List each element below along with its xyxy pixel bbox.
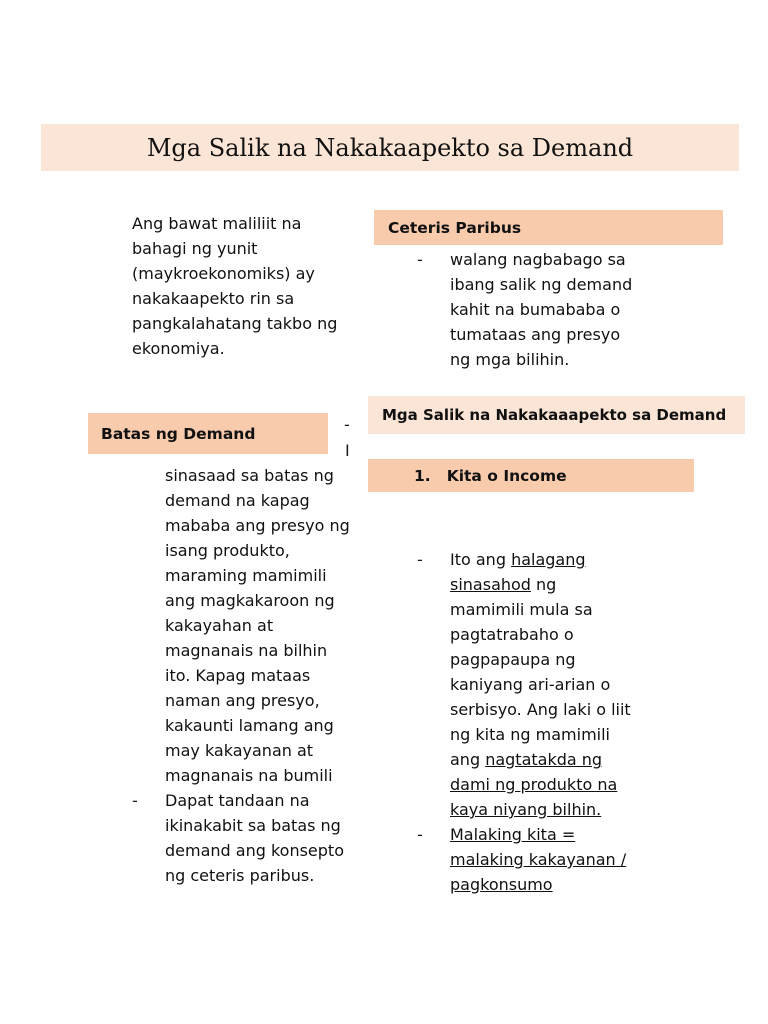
kita-b2-underlined: pagkonsumo <box>450 875 553 894</box>
kita-b1-line: pagpapaupa ng <box>450 650 576 669</box>
intro-paragraph <box>132 211 352 361</box>
kita-b1-underlined: halagang <box>511 550 586 569</box>
kita-b1-line: kaniyang ari-arian o <box>450 675 611 694</box>
ceteris-paragraph <box>450 247 680 372</box>
ceteris-line: walang nagbabago sa <box>450 250 626 269</box>
kita-bullet-marker-2: - <box>417 825 423 844</box>
intro-line: bahagi ng yunit <box>132 239 258 258</box>
kita-b1-line <box>450 547 680 572</box>
kita-b1-underlined: sinasahod <box>450 575 531 594</box>
kita-bullet-marker-1: - <box>417 550 423 569</box>
intro-line: ekonomiya. <box>132 339 225 358</box>
batas-line: kakaunti lamang ang <box>165 716 334 735</box>
batas-bullet-line: ng ceteris paribus. <box>165 866 315 885</box>
batas-ng-demand-header <box>88 413 328 454</box>
kita-b1-text: Ito ang <box>450 550 512 569</box>
kita-b1-line: pagtatrabaho o <box>450 625 574 644</box>
kita-header <box>368 459 694 492</box>
batas-line: magnanais na bumili <box>165 766 333 785</box>
batas-paragraph <box>165 463 365 788</box>
batas-line: demand na kapag <box>165 491 310 510</box>
batas-bullet-line: ikinakabit sa batas ng <box>165 816 341 835</box>
batas-line: mababa ang presyo ng <box>165 516 350 535</box>
batas-bullet-paragraph <box>165 788 365 888</box>
kita-b1-text: ang <box>450 750 486 769</box>
batas-line: naman ang presyo, <box>165 691 320 710</box>
kita-bullet-2-paragraph <box>450 822 680 897</box>
salik-header <box>368 396 745 434</box>
ceteris-line: kahit na bumababa o <box>450 300 621 319</box>
kita-bullet-1-paragraph <box>450 547 680 822</box>
batas-side-mark-bar: I <box>345 441 350 460</box>
kita-b1-line: serbisyo. Ang laki o liit <box>450 700 631 719</box>
kita-b2-underlined: malaking kakayanan / <box>450 850 627 869</box>
title-band <box>41 124 739 171</box>
batas-bullet-line: demand ang konsepto <box>165 841 344 860</box>
batas-ng-demand-header-label: Batas ng Demand <box>101 424 256 443</box>
ceteris-paribus-header <box>374 210 723 245</box>
batas-line: ang magkakaroon ng <box>165 591 335 610</box>
ceteris-line: tumataas ang presyo <box>450 325 621 344</box>
kita-b1-underlined: nagtatakda ng <box>485 750 603 769</box>
kita-b1-line <box>450 797 680 822</box>
ceteris-line: ng mga bilihin. <box>450 350 570 369</box>
ceteris-bullet-marker: - <box>417 250 423 269</box>
kita-b1-underlined: kaya niyang bilhin. <box>450 800 602 819</box>
batas-line: magnanais na bilhin <box>165 641 328 660</box>
kita-b1-line: ng kita ng mamimili <box>450 725 610 744</box>
intro-line: Ang bawat maliliit na <box>132 214 302 233</box>
batas-line: maraming mamimili <box>165 566 327 585</box>
kita-b2-line <box>450 847 680 872</box>
kita-b1-line: mamimili mula sa <box>450 600 593 619</box>
salik-header-label: Mga Salik na Nakakaaapekto sa Demand <box>382 406 727 424</box>
kita-b1-line <box>450 572 680 597</box>
kita-b1-line <box>450 772 680 797</box>
batas-line: may kakayanan at <box>165 741 314 760</box>
batas-bullet-line: Dapat tandaan na <box>165 791 310 810</box>
kita-header-label: Kita o Income <box>446 466 567 485</box>
ceteris-line: ibang salik ng demand <box>450 275 633 294</box>
intro-line: pangkalahatang takbo ng <box>132 314 338 333</box>
batas-line: ito. Kapag mataas <box>165 666 311 685</box>
batas-bullet-marker: - <box>132 791 138 810</box>
kita-b2-line <box>450 872 680 897</box>
ceteris-paribus-header-label: Ceteris Paribus <box>388 218 522 237</box>
kita-b2-line <box>450 822 680 847</box>
page-title: Mga Salik na Nakakaapekto sa Demand <box>146 133 634 162</box>
intro-line: (maykroekonomiks) ay <box>132 264 315 283</box>
kita-header-number: 1. <box>414 466 431 485</box>
batas-line: sinasaad sa batas ng <box>165 466 334 485</box>
intro-line: nakakaapekto rin sa <box>132 289 295 308</box>
batas-line: kakayahan at <box>165 616 274 635</box>
batas-side-mark-dash: - <box>344 415 350 434</box>
kita-b1-text: ng <box>530 575 557 594</box>
kita-b1-underlined: dami ng produkto na <box>450 775 618 794</box>
kita-b1-line <box>450 747 680 772</box>
batas-line: isang produkto, <box>165 541 290 560</box>
kita-b2-underlined: Malaking kita = <box>450 825 576 844</box>
